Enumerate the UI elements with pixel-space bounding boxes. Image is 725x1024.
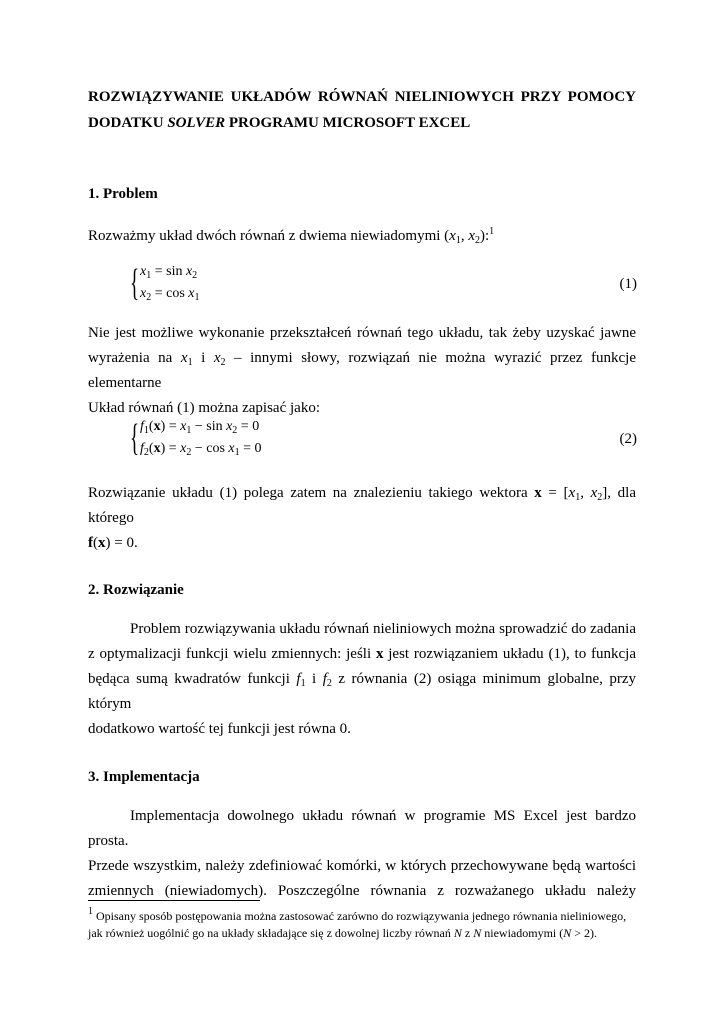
- intro-sentence: Rozważmy układ dwóch równań z dwiema niewiadomymi ($x_1$, $x_2):^1$: [88, 226, 495, 246]
- equation-2: { $f_1(x) = x_1 - \sin x_2 = 0$ $f_2(x) = x_2 - \cos x_1 = 0$: [130, 417, 262, 459]
- equation-2-number: (2): [619, 431, 637, 447]
- equation-1-number: (1): [619, 276, 637, 292]
- paragraph-implementacja: Implementacja dowolnego układu równań w programie MS Excel jest bardzo prosta. Przede wszystkim, należy zdefiniować komórki, w których przechowywane będą wartości zmiennych (niewiadomych). Poszczególne równania z rozważanego układu należy: [88, 808, 636, 899]
- paragraph-solution: [88, 481, 636, 556]
- rozw-line-2: z optymalizacji funkcji wielu zmiennych: jeśli x jest rozwiązaniem układu (1), to funkcja: [88, 646, 636, 662]
- paragraph-rozwiazanie: Problem rozwiązywania układu równań nieliniowych można sprowadzić do zadania z optymalizacji funkcji wielu zmiennych: jeśli x jest rozwiązaniem układu (1), to funkcja będąca sumą kwadratów funkcji $f_1$ i $f_2$ z równania (2) osiąga minimum globalne, przy którym dodatkowo wartość tej funkcji jest równa 0.: [88, 621, 636, 737]
- footnote-line-2: jak również uogólnić go na układy składające się z dowolnej liczby równań N z N niewiadomymi (N > 2).: [88, 926, 598, 940]
- paragraph-explicit: Nie jest możliwe wykonanie przekształceń równań tego układu, tak żeby uzyskać jawne wyrażenia na $x_1$ i $x_2$ – innymi słowy, rozwiązań nie można wyrazić przez funkcje elementarne Układ równań (1) można zapisać jako:: [88, 325, 636, 416]
- solution-line-2: f(x) = 0.: [88, 535, 138, 551]
- footnote-line-1: $^1$ Opisany sposób postępowania można zastosować zarówno do rozwiązywania jednego równania nieliniowego,: [88, 906, 627, 923]
- equation-1: { $x_1 = \sin x_2$ $x_2 = \cos x_1$: [130, 262, 200, 304]
- explicit-line-2: wyrażenia na $x_1$ i $x_2$ – innymi słowy, rozwiązań nie można wyrazić przez funkcje elementarne: [88, 350, 636, 391]
- section-3-heading: 3. Implementacja: [88, 769, 200, 785]
- rozw-line-3: będąca sumą kwadratów funkcji $f_1$ i $f_2$ z równania (2) osiąga minimum globalne, przy którym: [88, 671, 636, 712]
- solution-line-1: Rozwiązanie układu (1) polega zatem na znalezieniu takiego wektora $x = [x_1$, $x_2$], dla którego: [88, 485, 636, 526]
- section-2-heading: 2. Rozwiązanie: [88, 582, 184, 598]
- document-title: [88, 84, 636, 136]
- title-line-2: DODATKU SOLVER PROGRAMU MICROSOFT EXCEL: [88, 115, 471, 131]
- footnote-ref: 1: [489, 226, 495, 237]
- footnote: [88, 908, 648, 942]
- section-1-heading: 1. Problem: [88, 186, 158, 202]
- footnote-separator: [88, 900, 260, 901]
- title-line-1: ROZWIĄZYWANIE UKŁADÓW RÓWNAŃ NIELINIOWYCH PRZY POMOCY: [88, 89, 636, 105]
